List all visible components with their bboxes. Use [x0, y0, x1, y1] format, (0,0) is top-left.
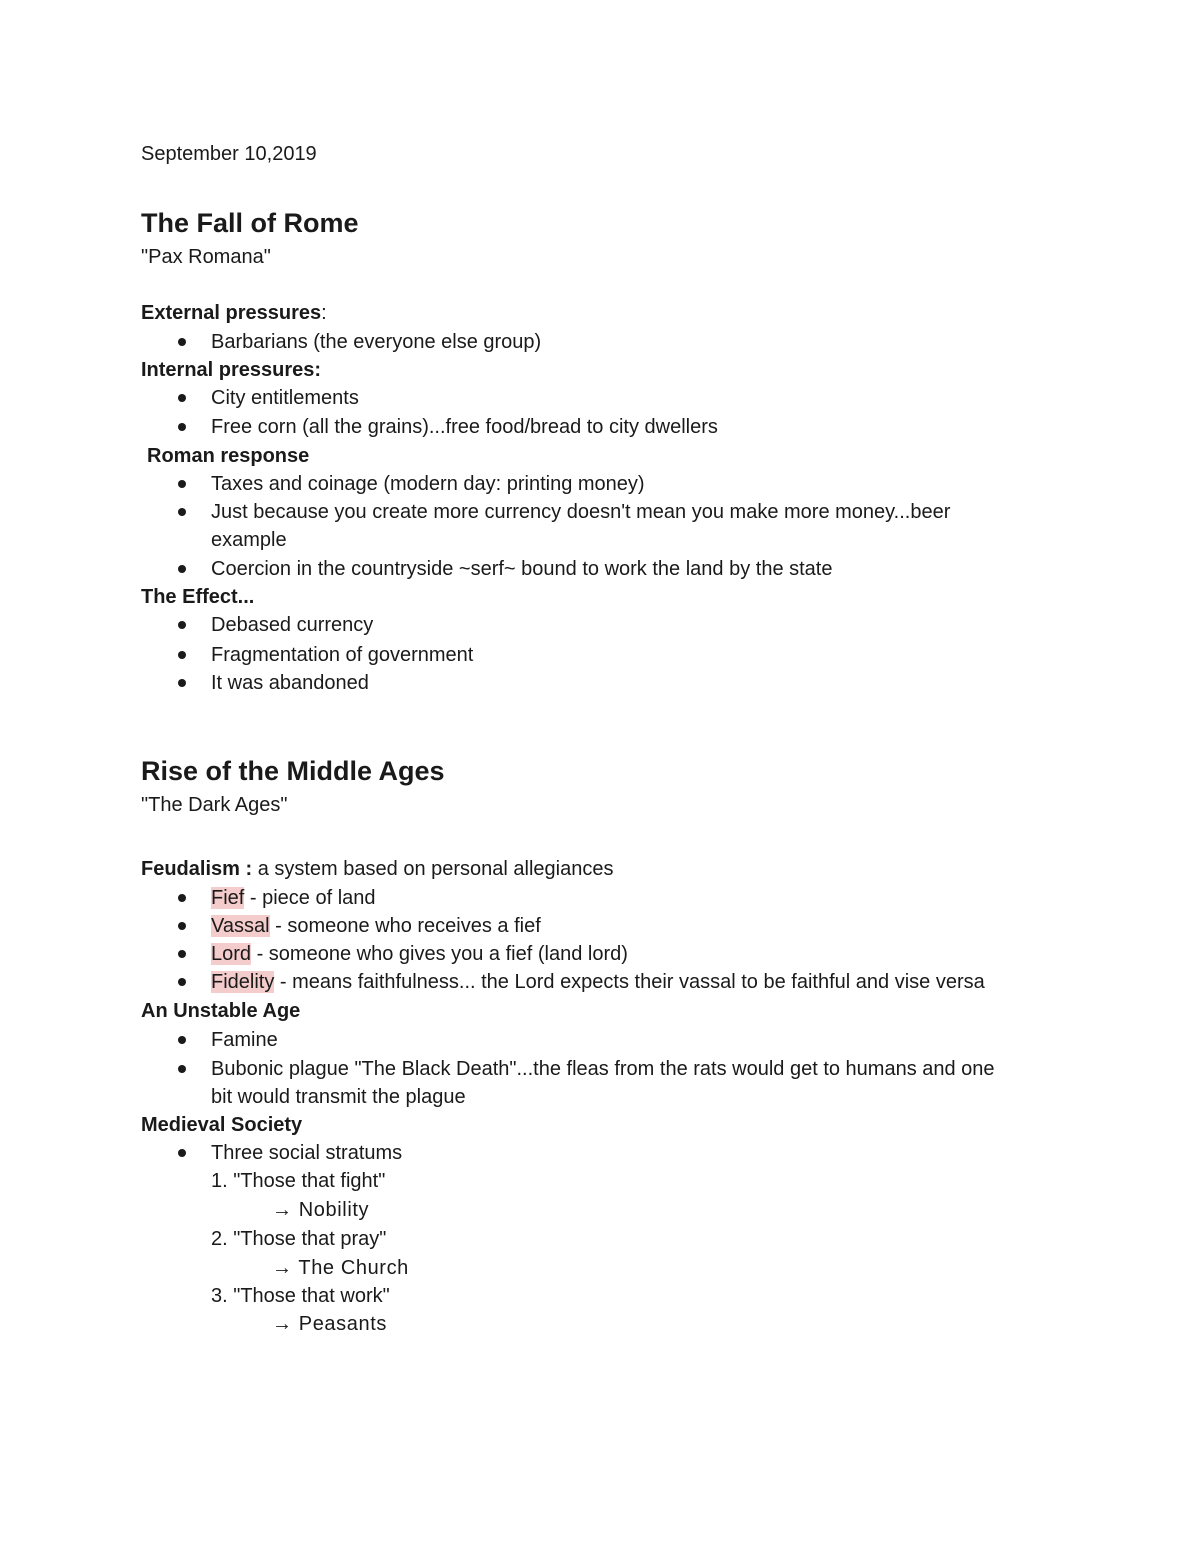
bullet-icon	[178, 565, 186, 573]
bullet-icon	[178, 1149, 186, 1157]
section-title-fall-of-rome: The Fall of Rome	[141, 208, 359, 238]
stratum-label: 3. "Those that work"	[211, 1285, 390, 1307]
bullet-icon	[178, 508, 186, 516]
stratum-result: → Nobility	[272, 1199, 370, 1221]
list-item: Debased currency	[211, 614, 374, 636]
term-definition: - someone who receives a fief	[269, 915, 541, 937]
heading-colon: :	[321, 302, 327, 324]
list-item-continuation: example	[211, 529, 287, 551]
stratum-result: → The Church	[272, 1257, 409, 1279]
bullet-icon	[178, 1065, 186, 1073]
highlighted-term: Vassal	[211, 915, 270, 937]
effect-heading: The Effect...	[141, 586, 255, 608]
roman-response-heading: Roman response	[147, 445, 310, 467]
list-item: Three social stratums	[211, 1142, 403, 1164]
bullet-icon	[178, 651, 186, 659]
bullet-icon	[178, 480, 186, 488]
list-item: Bubonic plague "The Black Death"...the fleas from the rats would get to humans and one	[211, 1058, 995, 1080]
term-definition: - someone who gives you a fief (land lord)	[251, 943, 628, 965]
highlighted-term: Lord	[211, 943, 252, 965]
highlighted-term: Fief	[211, 887, 245, 909]
term-definition: - means faithfulness... the Lord expects their vassal to be faithful and vise versa	[274, 971, 985, 993]
feudalism-line	[141, 855, 613, 883]
list-item: Fragmentation of government	[211, 644, 474, 666]
list-item: Taxes and coinage (modern day: printing money)	[211, 473, 645, 495]
bullet-icon	[178, 394, 186, 402]
term-item	[211, 884, 376, 912]
list-item: Coercion in the countryside ~serf~ bound to work the land by the state	[211, 558, 833, 580]
bullet-icon	[178, 950, 186, 958]
list-item: City entitlements	[211, 387, 359, 409]
section-subtitle: "The Dark Ages"	[141, 794, 288, 816]
feudalism-heading: Feudalism :	[141, 858, 253, 880]
list-item: It was abandoned	[211, 672, 369, 694]
bullet-icon	[178, 894, 186, 902]
section-title-middle-ages: Rise of the Middle Ages	[141, 756, 445, 786]
stratum-label: 1. "Those that fight"	[211, 1170, 386, 1192]
date-line: September 10,2019	[141, 143, 317, 165]
list-item: Free corn (all the grains)...free food/bread to city dwellers	[211, 416, 718, 438]
term-item	[211, 940, 628, 968]
bullet-icon	[178, 423, 186, 431]
bullet-icon	[178, 922, 186, 930]
term-item	[211, 968, 985, 996]
highlighted-term: Fidelity	[211, 971, 275, 993]
list-item: Barbarians (the everyone else group)	[211, 331, 542, 353]
bullet-icon	[178, 679, 186, 687]
list-item-continuation: bit would transmit the plague	[211, 1086, 466, 1108]
list-item: Famine	[211, 1029, 278, 1051]
section-subtitle: "Pax Romana"	[141, 246, 271, 268]
external-pressures-heading	[141, 299, 327, 327]
bullet-icon	[178, 978, 186, 986]
medieval-society-heading: Medieval Society	[141, 1114, 303, 1136]
feudalism-definition: a system based on personal allegiances	[252, 858, 614, 880]
term-definition: - piece of land	[244, 887, 376, 909]
list-item: Just because you create more currency doesn't mean you make more money...beer	[211, 501, 951, 523]
stratum-label: 2. "Those that pray"	[211, 1228, 387, 1250]
bullet-icon	[178, 338, 186, 346]
internal-pressures-heading: Internal pressures:	[141, 359, 322, 381]
bullet-icon	[178, 1036, 186, 1044]
term-item	[211, 912, 541, 940]
stratum-result: → Peasants	[272, 1313, 387, 1335]
bullet-icon	[178, 621, 186, 629]
heading-text: External pressures	[141, 302, 322, 324]
unstable-age-heading: An Unstable Age	[141, 1000, 301, 1022]
